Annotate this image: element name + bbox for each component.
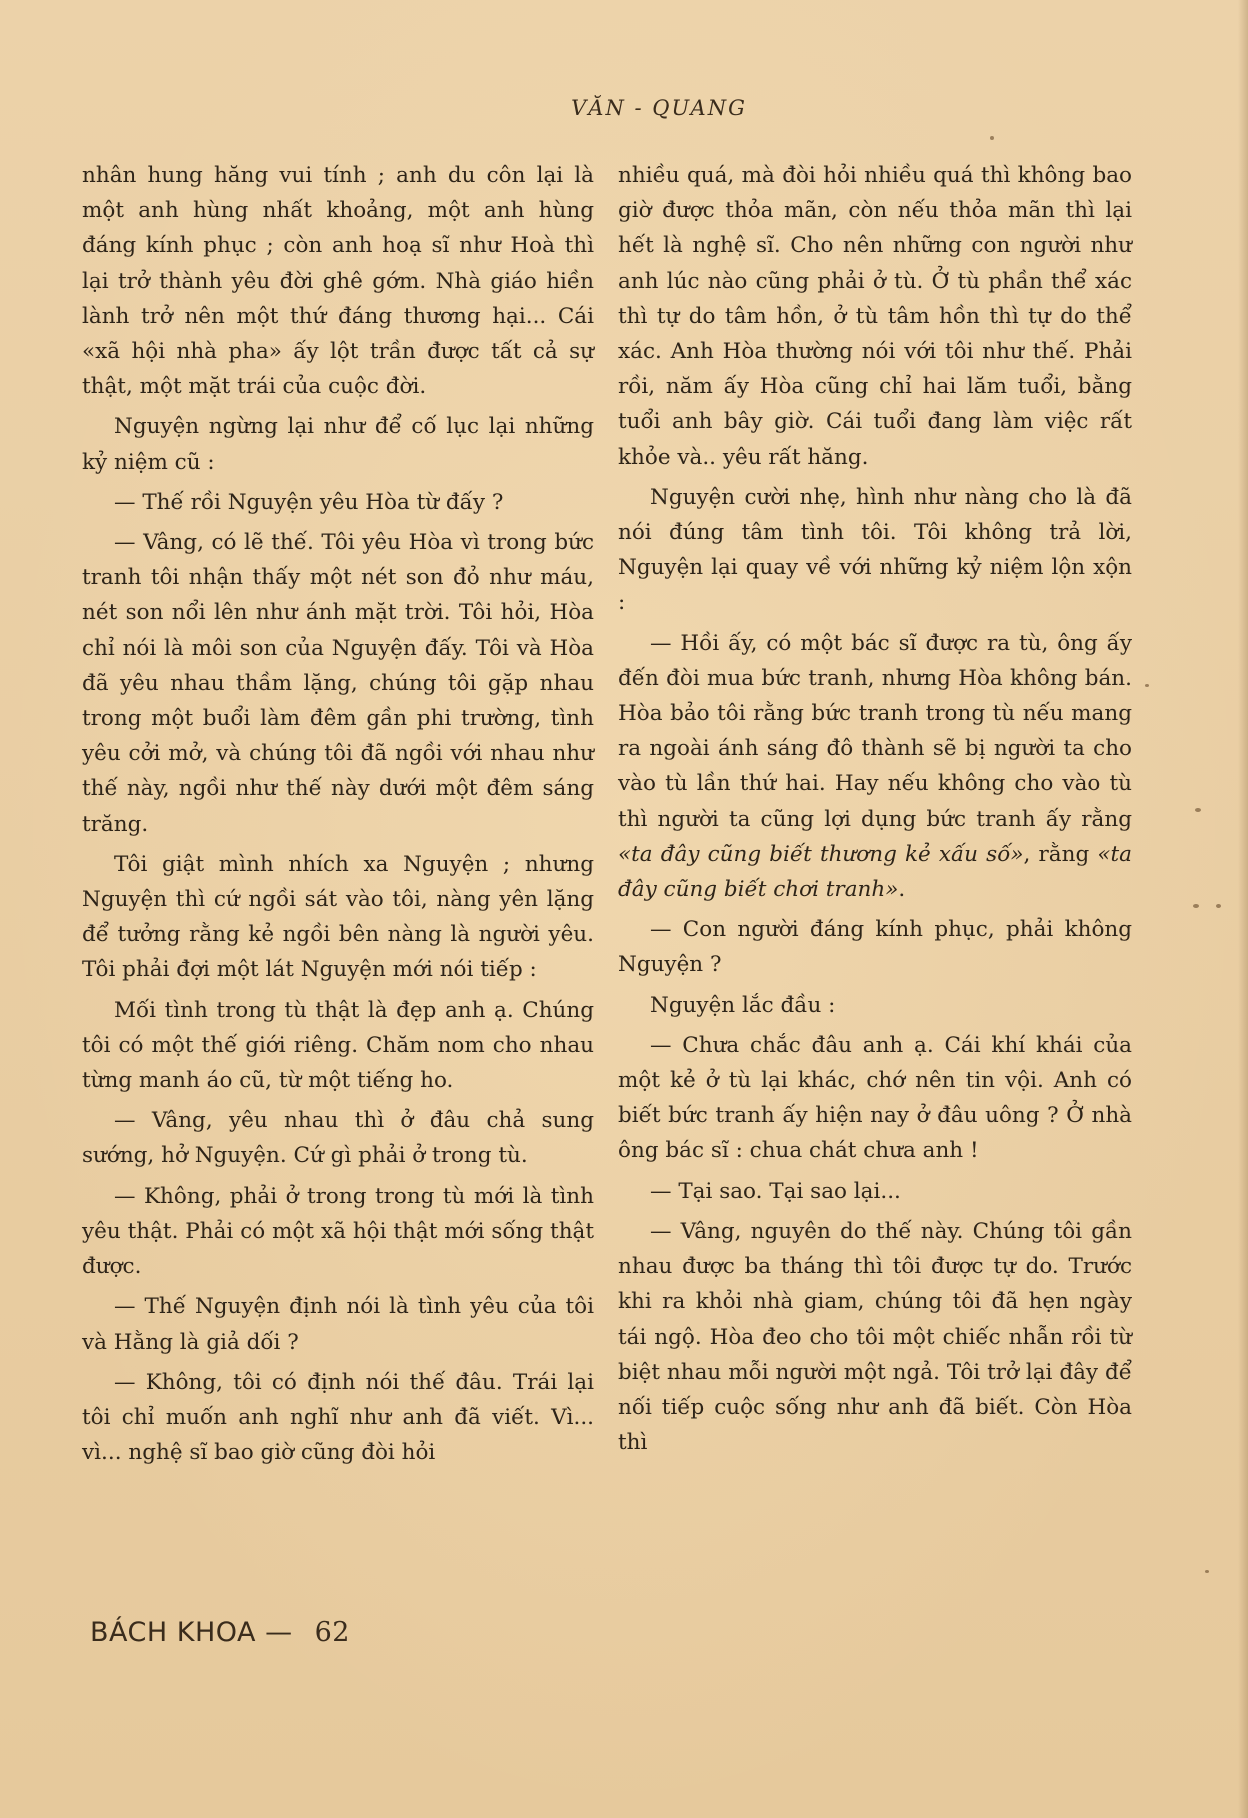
paragraph: nhân hung hăng vui tính ; anh du côn lại là một anh hùng nhất khoảng, một anh hùng đáng kính phục ; còn anh hoạ sĩ như Hoà thì lại trở thành yêu đời ghê gớm. Nhà giáo hiền lành trở nên một thứ đáng thương hại... Cái «xã hội nhà pha» ấy lột trần được tất cả sự thật, một mặt trái của cuộc đời. [82, 163, 594, 400]
dialogue-line: — Vâng, nguyên do thế này. Chúng tôi gần nhau được ba tháng thì tôi được tự do. Trước khi ra khỏi nhà giam, chúng tôi đã hẹn ngày tái ngộ. Hòa đeo cho tôi một chiếc nhẫn rồi từ biệt nhau mỗi người một ngả. Tôi trở lại đây để nối tiếp cuộc sống như anh đã biết. Còn Hòa thì [618, 1218, 1132, 1456]
page-edge-shadow [1238, 0, 1248, 1818]
paper-speck [1193, 904, 1199, 908]
paragraph: Nguyện ngừng lại như để cố lục lại những kỷ niệm cũ : [82, 414, 594, 475]
paragraph: Mối tình trong tù thật là đẹp anh ạ. Chúng tôi có một thế giới riêng. Chăm nom cho nhau từng manh áo cũ, từ một tiếng ho. [82, 997, 594, 1094]
dialogue-text: — Hồi ấy, có một bác sĩ được ra tù, ông ấy đến đòi mua bức tranh, nhưng Hòa không bán. Hòa bảo tôi rằng bức tranh trong tù nếu mang ra ngoài ánh sáng đô thành sẽ bị người ta cho vào tù lần thứ hai. Hay nếu không cho vào tù thì người ta cũng lợi dụng bức tranh ấy rằng [618, 630, 1132, 832]
quote-joiner: , rằng [1023, 841, 1098, 867]
paper-speck [1205, 1570, 1209, 1573]
running-header: VĂN - QUANG [571, 96, 747, 120]
dialogue-line: — Con người đáng kính phục, phải không Nguyện ? [618, 917, 1132, 978]
dialogue-line: — Tại sao. Tại sao lại... [650, 1178, 901, 1204]
paper-speck [1145, 684, 1149, 687]
dialogue-line: — Thế rồi Nguyện yêu Hòa từ đấy ? [114, 489, 504, 515]
page-footer [90, 1617, 350, 1648]
right-text-column [618, 158, 1132, 1465]
dialogue-line: — Vâng, có lẽ thế. Tôi yêu Hòa vì trong bức tranh tôi nhận thấy một nét son đỏ như máu, nét son nổi lên như ánh mặt trời. Tôi hỏi, Hòa chỉ nói là môi son của Nguyện đấy. Tôi và Hòa đã yêu nhau thầm lặng, chúng tôi gặp nhau trong một buổi làm đêm gần phi trường, tình yêu cởi mở, và chúng tôi đã ngồi với nhau như thế này, ngồi như thế này dưới một đêm sáng trăng. [82, 530, 594, 837]
paragraph: Nguyện cười nhẹ, hình như nàng cho là đã nói đúng tâm tình tôi. Tôi không trả lời, Nguyện lại quay về với những kỷ niệm lộn xộn : [618, 484, 1132, 616]
dialogue-line: — Không, tôi có định nói thế đâu. Trái lại tôi chỉ muốn anh nghĩ như anh đã viết. Vì... vì... nghệ sĩ bao giờ cũng đòi hỏi [82, 1369, 594, 1466]
dialogue-line: — Chưa chắc đâu anh ạ. Cái khí khái của một kẻ ở tù lại khác, chớ nên tin vội. Anh có biết bức tranh ấy hiện nay ở đâu uông ? Ở nhà ông bác sĩ : chua chát chưa anh ! [618, 1032, 1132, 1164]
paper-speck [990, 136, 994, 140]
paper-speck [1195, 808, 1201, 812]
dialogue-line: — Không, phải ở trong trong tù mới là tình yêu thật. Phải có một xã hội thật mới sống thật được. [82, 1183, 594, 1280]
paper-speck [1216, 904, 1221, 908]
left-text-column [82, 158, 594, 1475]
magazine-name: BÁCH KHOA — [90, 1617, 293, 1648]
paragraph: nhiều quá, mà đòi hỏi nhiều quá thì không bao giờ được thỏa mãn, còn nếu thỏa mãn thì lại hết là nghệ sĩ. Cho nên những con người như anh lúc nào cũng phải ở tù. Ở tù phần thể xác thì tự do tâm hồn, ở tù tâm hồn thì tự do thể xác. Anh Hòa thường nói với tôi như thế. Phải rồi, năm ấy Hòa cũng chỉ hai lăm tuổi, bằng tuổi anh bây giờ. Cái tuổi đang làm việc rất khỏe và.. yêu rất hăng. [618, 163, 1132, 470]
quote-end: . [898, 877, 906, 903]
paragraph: Nguyện lắc đầu : [650, 992, 836, 1018]
dialogue-line [618, 626, 1132, 908]
italic-quote: «ta đây cũng biết thương kẻ xấu số» [618, 841, 1024, 867]
italic-quote: «ta đây cũng biết chơi tranh» [618, 841, 1132, 903]
dialogue-line: — Thế Nguyện định nói là tình yêu của tôi và Hằng là giả dối ? [82, 1294, 594, 1355]
dialogue-line: — Vâng, yêu nhau thì ở đâu chả sung sướng, hở Nguyện. Cứ gì phải ở trong tù. [82, 1108, 594, 1169]
paragraph: Tôi giật mình nhích xa Nguyện ; nhưng Nguyện thì cứ ngồi sát vào tôi, nàng yên lặng để tưởng rằng kẻ ngồi bên nàng là người yêu. Tôi phải đợi một lát Nguyện mới nói tiếp : [82, 851, 594, 983]
page-number: 62 [314, 1617, 350, 1648]
